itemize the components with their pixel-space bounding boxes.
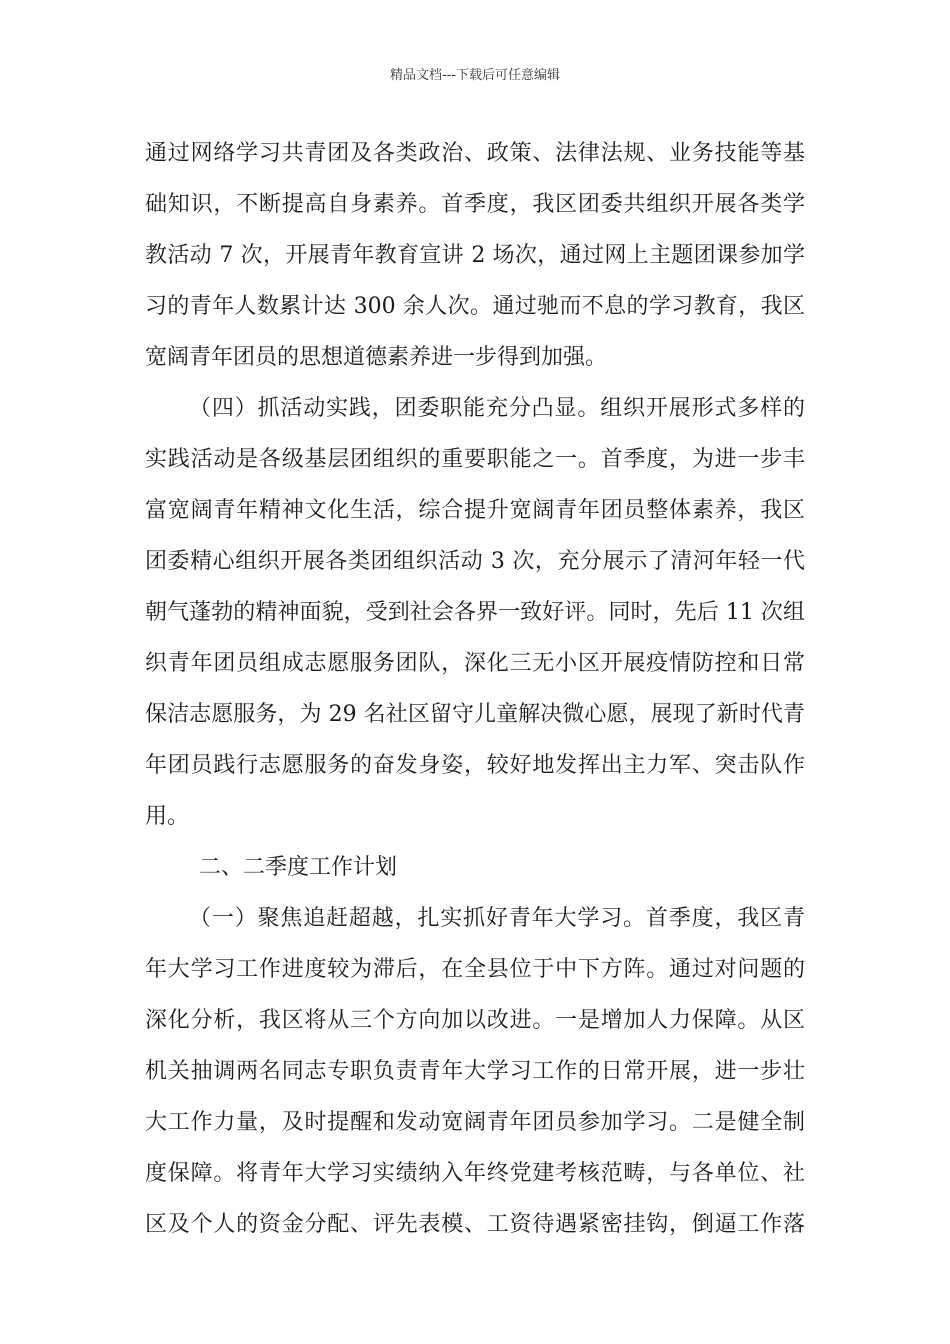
paragraph-line: 础知识，不断提高自身素养。首季度，我区团委共组织开展各类学 bbox=[145, 192, 805, 217]
paragraph-line: 度保障。将青年大学习实绩纳入年终党建考核范畴，与各单位、社 bbox=[145, 1161, 805, 1186]
paragraph-line: 团委精心组织开展各类团组织活动 3 次，充分展示了清河年轻一代 bbox=[145, 549, 805, 574]
paragraph-line: 深化分析，我区将从三个方向加以改进。一是增加人力保障。从区 bbox=[145, 1008, 805, 1033]
paragraph-line: 教活动 7 次，开展青年教育宣讲 2 场次，通过网上主题团课参加学 bbox=[145, 243, 805, 268]
paragraph-line: 年团员践行志愿服务的奋发身姿，较好地发挥出主力军、突击队作 bbox=[145, 753, 805, 778]
document-body bbox=[145, 128, 805, 1250]
paragraph-line: 朝气蓬勃的精神面貌，受到社会各界一致好评。同时，先后 11 次组 bbox=[145, 600, 805, 625]
paragraph-line: 通过网络学习共青团及各类政治、政策、法律法规、业务技能等基 bbox=[145, 141, 805, 166]
page-header: 精品文档---下载后可任意编辑 bbox=[389, 68, 561, 83]
paragraph-line: 实践活动是各级基层团组织的重要职能之一。首季度，为进一步丰 bbox=[145, 447, 805, 472]
paragraph-line: 机关抽调两名同志专职负责青年大学习工作的日常开展，进一步壮 bbox=[145, 1059, 805, 1084]
paragraph-line: 习的青年人数累计达 300 余人次。通过驰而不息的学习教育，我区 bbox=[145, 294, 805, 319]
paragraph-line: 织青年团员组成志愿服务团队，深化三无小区开展疫情防控和日常 bbox=[145, 651, 805, 676]
section-heading: 二、二季度工作计划 bbox=[199, 855, 398, 880]
paragraph-line: （一）聚焦追赶超越，扎实抓好青年大学习。首季度，我区青 bbox=[189, 906, 805, 931]
paragraph-line: 年大学习工作进度较为滞后，在全县位于中下方阵。通过对问题的 bbox=[145, 957, 805, 982]
paragraph-line: 保洁志愿服务，为 29 名社区留守儿童解决微心愿，展现了新时代青 bbox=[145, 702, 805, 727]
paragraph-line: 大工作力量，及时提醒和发动宽阔青年团员参加学习。二是健全制 bbox=[145, 1110, 805, 1135]
paragraph-line: 富宽阔青年精神文化生活，综合提升宽阔青年团员整体素养，我区 bbox=[145, 498, 805, 523]
paragraph-line: 用。 bbox=[145, 804, 190, 829]
paragraph-line: （四）抓活动实践，团委职能充分凸显。组织开展形式多样的 bbox=[189, 396, 805, 421]
paragraph-line: 宽阔青年团员的思想道德素养进一步得到加强。 bbox=[145, 345, 608, 370]
paragraph-line: 区及个人的资金分配、评先表模、工资待遇紧密挂钩，倒逼工作落 bbox=[145, 1212, 805, 1237]
